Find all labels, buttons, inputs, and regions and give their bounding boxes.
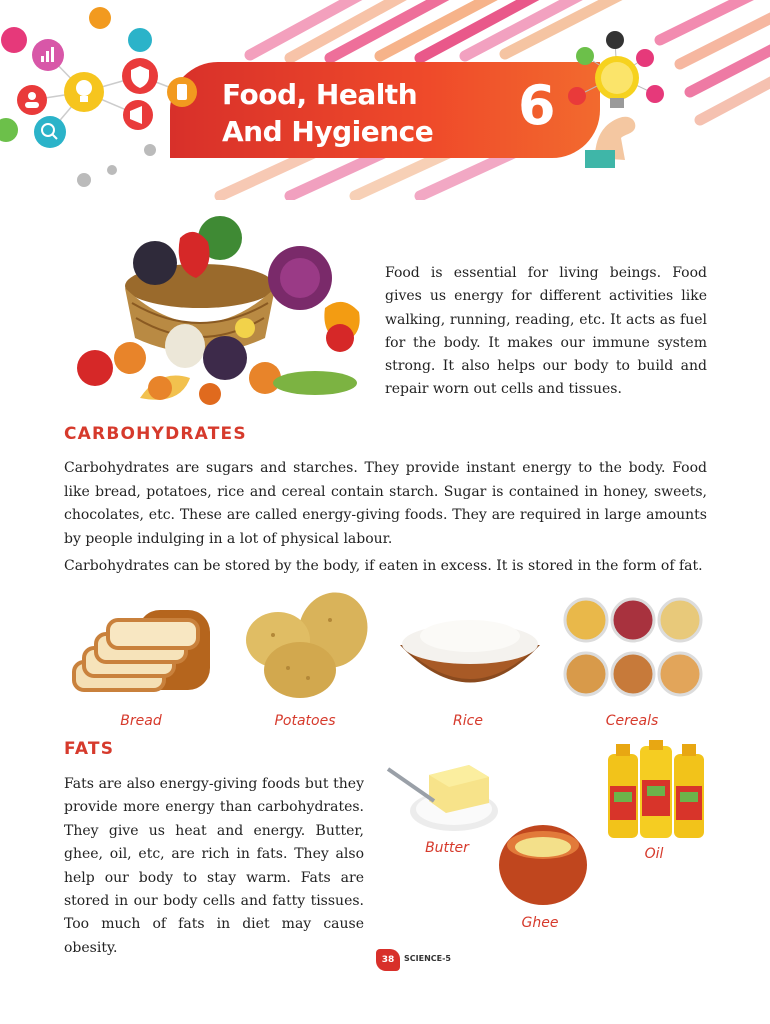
rice-image [395, 610, 545, 700]
gear-icon [77, 144, 156, 187]
chapter-title-line1: Food, Health [222, 78, 418, 111]
cereals-image [562, 596, 704, 700]
carbohydrates-heading: CARBOHYDRATES [64, 424, 247, 444]
ghee-caption: Ghee [521, 915, 559, 931]
phone-icon [167, 77, 197, 107]
chart-icon [636, 49, 654, 67]
fats-heading: FATS [64, 739, 115, 759]
ghee-image [497, 815, 589, 907]
potatoes-caption: Potatoes [274, 713, 336, 729]
potatoes-image [238, 590, 378, 700]
vegetable-basket-image [60, 208, 380, 408]
gear-icon [576, 47, 594, 65]
chapter-title-line2: And Hygience [222, 115, 434, 148]
search-icon [34, 116, 66, 148]
cloud-icon [646, 85, 664, 103]
pie-icon [606, 31, 624, 49]
doc-icon [568, 87, 586, 105]
user-icon [17, 85, 47, 115]
butter-caption: Butter [425, 840, 469, 856]
bread-image [68, 600, 218, 695]
cereals-caption: Cereals [605, 713, 659, 729]
carbohydrates-paragraph-2: Carbohydrates can be stored by the body, if eaten in excess. It is stored in the form of fat. [64, 558, 703, 574]
page-number: 38 [376, 949, 400, 971]
intro-paragraph: Food is essential for living beings. Food gives us energy for different activities like walking, running, reading, etc. It acts as fuel for the body. It makes our immune system strong. It also helps our body to build and repair worn out cells and tissues. [385, 265, 707, 398]
fats-paragraph: Fats are also energy-giving foods but they provide more energy than carbohydrates. They give us heat and energy. Butter, ghee, oil, etc, are rich in fats. They also help our body to stay warm. Fats are stored in our body cells and fatty tissues. Too much of fats in diet may cause obesity. [64, 776, 364, 956]
chapter-banner [0, 0, 770, 200]
book-name: SCIENCE-5 [404, 954, 451, 963]
oil-image [604, 740, 708, 840]
carbohydrates-paragraph-1: Carbohydrates are sugars and starches. They provide instant energy to the body. Food like bread, potatoes, rice and cereal contain starch. Sugar is contained in honey, sweets, chocolates, etc. These are called energy-giving foods. They are required in large amounts by people indulging in a lot of physical labour. [64, 460, 707, 547]
chapter-title [222, 76, 462, 150]
shield-icon [122, 58, 158, 94]
megaphone-icon [123, 100, 153, 130]
lightbulb-icon [595, 56, 639, 108]
oil-caption: Oil [644, 846, 664, 862]
butter-image [384, 755, 500, 835]
rice-caption: Rice [453, 713, 483, 729]
chapter-number: 6 [518, 74, 556, 137]
bread-caption: Bread [120, 713, 162, 729]
topic-icon-cluster [0, 0, 200, 200]
idea-bulb-illustration [555, 18, 675, 168]
lightbulb-icon [64, 72, 104, 112]
chart-icon [32, 39, 64, 71]
